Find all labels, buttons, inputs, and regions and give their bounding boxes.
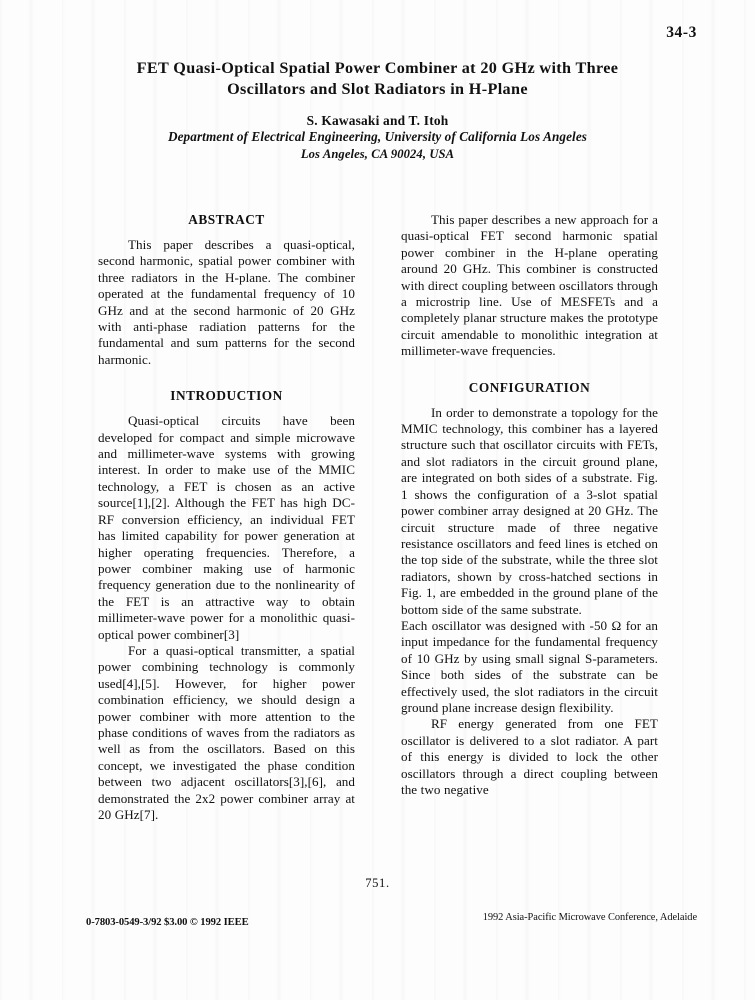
section-heading-configuration: CONFIGURATION [468, 379, 591, 395]
paper-title-line-2: Oscillators and Slot Radiators in H-Plane [227, 80, 528, 98]
title-block [70, 58, 685, 162]
affiliation-line-1: Department of Electrical Engineering, University of California Los Angeles [167, 129, 588, 144]
running-head-session-number: 34-3 [666, 24, 697, 41]
abstract-paragraph: This paper describes a quasi-optical, second harmonic, spatial power combiner with three radiators in the H-plane. The combiner operated at the fundamental frequency of 10 GHz and at the second harmonic of 20 GHz with anti-phase radiation patterns for the fundamental and sum patterns for the second harmonic. [98, 237, 355, 367]
section-heading-introduction: INTRODUCTION [170, 388, 283, 404]
configuration-paragraph-1: In order to demonstrate a topology for the MMIC technology, this combiner has a layered structure such that oscillator circuits with FETs, and slot radiators in the circuit ground plane, are integrated on both sides of a substrate. Fig. 1 shows the configuration of a 3-slot spatial power combiner array designed at 20 GHz. The circuit structure made of three negative resistance oscillators and feed lines is etched on the top side of the substrate, while the three slot radiators, shown by cross-hatched sections in Fig. 1, are embedded in the ground plane of the bottom side of the same substrate. [401, 404, 658, 617]
page-title [70, 58, 685, 100]
copyright-notice: 0-7803-0549-3/92 $3.00 © 1992 IEEE [86, 917, 249, 928]
right-column [401, 212, 658, 823]
configuration-paragraph-3: RF energy generated from one FET oscillator is delivered to a slot radiator. A part of this energy is divided to lock the other oscillators through a direct coupling between the two negative [401, 716, 658, 797]
conference-name: 1992 Asia-Pacific Microwave Conference, Adelaide [482, 912, 697, 923]
body-columns [98, 212, 658, 823]
author-list: S. Kawasaki and T. Itoh [306, 113, 449, 128]
page-number: 751. [365, 876, 390, 890]
left-column [98, 212, 355, 823]
introduction-paragraph-2: For a quasi-optical transmitter, a spatial power combining technology is commonly used[4],[5]. However, for higher power combination efficiency, we should design a power combiner with more attention to the phase conditions of waves from the radiators as well as from the oscillators. Based on this concept, we investigated the phase condition between two adjacent oscillators[3],[6], and demonstrated the 2x2 power combiner array at 20 GHz[7]. [98, 642, 355, 822]
right-intro-paragraph: This paper describes a new approach for a quasi-optical FET second harmonic spatial power combiner in the H-plane operating around 20 GHz. This combiner is constructed with direct coupling between oscillators through a microstrip line. Use of MESFETs and a completely planar structure makes the prototype circuit amendable to monolithic integration at millimeter-wave frequencies. [401, 212, 658, 359]
introduction-paragraph-1: Quasi-optical circuits have been developed for compact and simple microwave and millimeter-wave systems with growing interest. In order to make use of the MMIC technology, a FET is chosen as an active source[1],[2]. Although the FET has high DC-RF conversion efficiency, an individual FET has limited capability for power generation at higher operating frequencies. Therefore, a power combiner making use of harmonic frequency generation due to the nonlinearity of the FET is an attractive way to obtain millimeter-wave power for a monolithic quasi-optical power combiner[3] [98, 413, 355, 642]
configuration-paragraph-2: Each oscillator was designed with -50 Ω for an input impedance for the fundamental frequency of 10 GHz by using small signal S-parameters. Since both sides of the substrate can be effectively used, the slot radiators in the circuit ground plane increase design flexibility. [401, 617, 658, 715]
section-heading-abstract: ABSTRACT [188, 212, 265, 227]
affiliation-line-2: Los Angeles, CA 90024, USA [300, 146, 455, 161]
paper-title-line-1: FET Quasi-Optical Spatial Power Combiner at 20 GHz with Three [136, 59, 619, 77]
